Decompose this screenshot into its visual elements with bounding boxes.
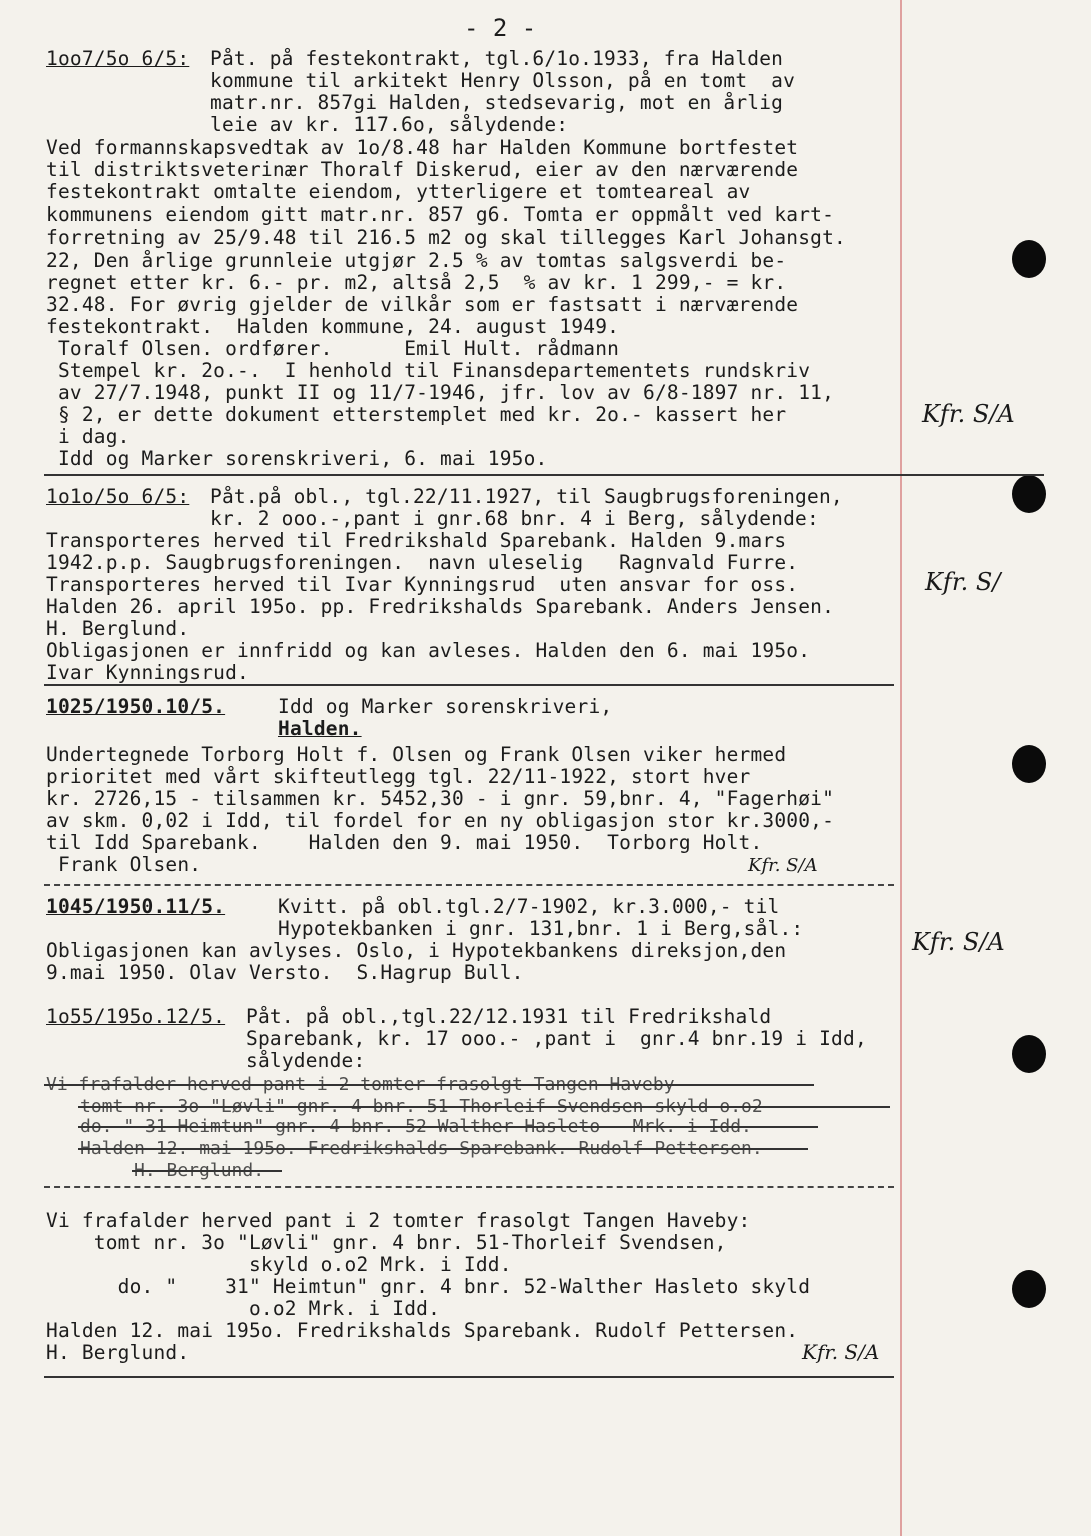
entry-line: kr. 2726,15 - tilsammen kr. 5452,30 - i gnr. 59,bnr. 4, "Fagerhøi" [46,787,835,810]
entry-line: H. Berglund. [46,617,190,640]
entry-line: 22, Den årlige grunnleie utgjør 2.5 % av tomtas salgsverdi be- [46,249,787,272]
entry-line: Ivar Kynningsrud. [46,661,249,684]
page-number: - 2 - [464,14,537,42]
struck-line: H. Berglund. [134,1160,265,1181]
entry-line: festekontrakt. Halden kommune, 24. august 1949. [46,315,620,338]
entry-line: Obligasjonen kan avlyses. Oslo, i Hypotekbankens direksjon,den [46,939,787,962]
strikethrough [132,1170,282,1172]
entry-line: 1942.p.p. Saugbrugsforeningen. navn uleselig Ragnvald Furre. [46,551,799,574]
entry-line: o.o2 Mrk. i Idd. [46,1297,441,1320]
entry-line: Transporteres herved til Ivar Kynningsrud uten ansvar for oss. [46,573,799,596]
entry-line: Sparebank, kr. 17 ooo.- ,pant i gnr.4 bnr.19 i Idd, [246,1027,867,1050]
margin-rule [900,0,902,1536]
entry-line: 32.48. For øvrig gjelder de vilkår som er fastsatt i nærværende [46,293,799,316]
entry-line: kommune til arkitekt Henry Olsson, på en tomt av [210,69,796,92]
entry-line: festekontrakt omtalte eiendom, ytterligere et tomteareal av [46,180,751,203]
margin-note: Kfr. S/A [748,855,818,876]
entry-ref: 1o1o/5o 6/5: [46,485,190,508]
entry-line: § 2, er dette dokument etterstemplet med kr. 2o.- kassert her [46,403,787,426]
entry-line: Frank Olsen. [46,853,202,876]
entry-separator [44,884,894,886]
entry-line: kr. 2 ooo.-,pant i gnr.68 bnr. 4 i Berg, sålydende: [210,507,819,530]
entry-line: Halden 12. mai 195o. Fredrikshalds Sparebank. Rudolf Pettersen. [46,1319,799,1342]
entry-heading: Idd og Marker sorenskriveri, [278,695,613,718]
entry-line: av skm. 0,02 i Idd, til fordel for en ny obligasjon stor kr.3000,- [46,809,835,832]
punch-hole [1012,1270,1046,1308]
entry-line: til distriktsveterinær Thoralf Diskerud, eier av den nærværende [46,158,799,181]
entry-line: sålydende: [246,1049,366,1072]
margin-note: Kfr. S/ [925,568,1001,596]
entry-line: i dag. [46,425,130,448]
struck-line: do. " 31 Heimtun" gnr. 4 bnr. 52-Walther Hasleto Mrk. i Idd. [80,1116,752,1137]
entry-separator [44,684,894,686]
entry-line: Påt.på obl., tgl.22/11.1927, til Saugbrugsforeningen, [210,485,843,508]
entry-ref: 1045/1950.11/5. [46,895,226,918]
entry-line: Kvitt. på obl.tgl.2/7-1902, kr.3.000,- til [278,895,780,918]
entry-separator [44,1186,894,1188]
entry-line: H. Berglund. [46,1341,190,1364]
punch-hole [1012,240,1046,278]
entry-ref: 1oo7/5o 6/5: [46,47,190,70]
entry-line: Hypotekbanken i gnr. 131,bnr. 1 i Berg,sål.: [278,917,804,940]
entry-ref: 1o55/195o.12/5. [46,1005,226,1028]
entry-line: Toralf Olsen. ordfører. Emil Hult. rådmann [46,337,620,360]
strikethrough [78,1106,890,1108]
entry-line: skyld o.o2 Mrk. i Idd. [46,1253,512,1276]
entry-line: Stempel kr. 2o.-. I henhold til Finansdepartementets rundskriv [46,359,811,382]
struck-line: tomt nr. 3o "Løvli" gnr. 4 bnr. 51-Thorleif Svendsen skyld o.o2 [80,1096,763,1117]
entry-line: Ved formannskapsvedtak av 1o/8.48 har Halden Kommune bortfestet [46,136,799,159]
entry-line: Påt. på festekontrakt, tgl.6/1o.1933, fra Halden [210,47,784,70]
entry-line: matr.nr. 857gi Halden, stedsevarig, mot en årlig [210,91,784,114]
entry-line: regnet etter kr. 6.- pr. m2, altså 2,5 % av kr. 1 299,- = kr. [46,271,787,294]
entry-line: Obligasjonen er innfridd og kan avleses. Halden den 6. mai 195o. [46,639,811,662]
entry-line: tomt nr. 3o "Løvli" gnr. 4 bnr. 51-Thorleif Svendsen, [46,1231,727,1254]
entry-line: forretning av 25/9.48 til 216.5 m2 og skal tillegges Karl Johansgt. [46,226,846,249]
entry-line: do. " 31" Heimtun" gnr. 4 bnr. 52-Walther Hasleto skyld [46,1275,811,1298]
entry-line: Idd og Marker sorenskriveri, 6. mai 195o. [46,447,548,470]
entry-separator [44,474,1044,476]
margin-note: Kfr. S/A [802,1340,880,1364]
punch-hole [1012,1035,1046,1073]
entry-line: leie av kr. 117.6o, sålydende: [210,113,569,136]
struck-line: Halden 12. mai 195o. Fredrikshalds Sparebank. Rudolf Pettersen. [80,1138,763,1159]
entry-separator [44,1376,894,1378]
margin-note: Kfr. S/A [912,928,1005,956]
margin-note: Kfr. S/A [922,400,1015,428]
strikethrough [78,1126,818,1128]
entry-line: Påt. på obl.,tgl.22/12.1931 til Fredrikshald [246,1005,772,1028]
strikethrough [78,1148,808,1150]
entry-line: av 27/7.1948, punkt II og 11/7-1946, jfr. lov av 6/8-1897 nr. 11, [46,381,835,404]
entry-heading: Halden. [278,717,362,740]
entry-line: Halden 26. april 195o. pp. Fredrikshalds Sparebank. Anders Jensen. [46,595,835,618]
entry-line: Transporteres herved til Fredrikshald Sparebank. Halden 9.mars [46,529,787,552]
entry-line: Undertegnede Torborg Holt f. Olsen og Frank Olsen viker hermed [46,743,787,766]
entry-line: Vi frafalder herved pant i 2 tomter frasolgt Tangen Haveby: [46,1209,751,1232]
punch-hole [1012,475,1046,513]
entry-line: kommunens eiendom gitt matr.nr. 857 g6. Tomta er oppmålt ved kart- [46,203,835,226]
entry-line: prioritet med vårt skifteutlegg tgl. 22/11-1922, stort hver [46,765,751,788]
struck-line: Vi frafalder herved pant i 2 tomter frasolgt Tangen Haveby [46,1074,675,1095]
entry-line: til Idd Sparebank. Halden den 9. mai 1950. Torborg Holt. [46,831,763,854]
punch-hole [1012,745,1046,783]
entry-line: 9.mai 1950. Olav Versto. S.Hagrup Bull. [46,961,524,984]
strikethrough [44,1084,814,1086]
entry-ref: 1025/1950.10/5. [46,695,226,718]
